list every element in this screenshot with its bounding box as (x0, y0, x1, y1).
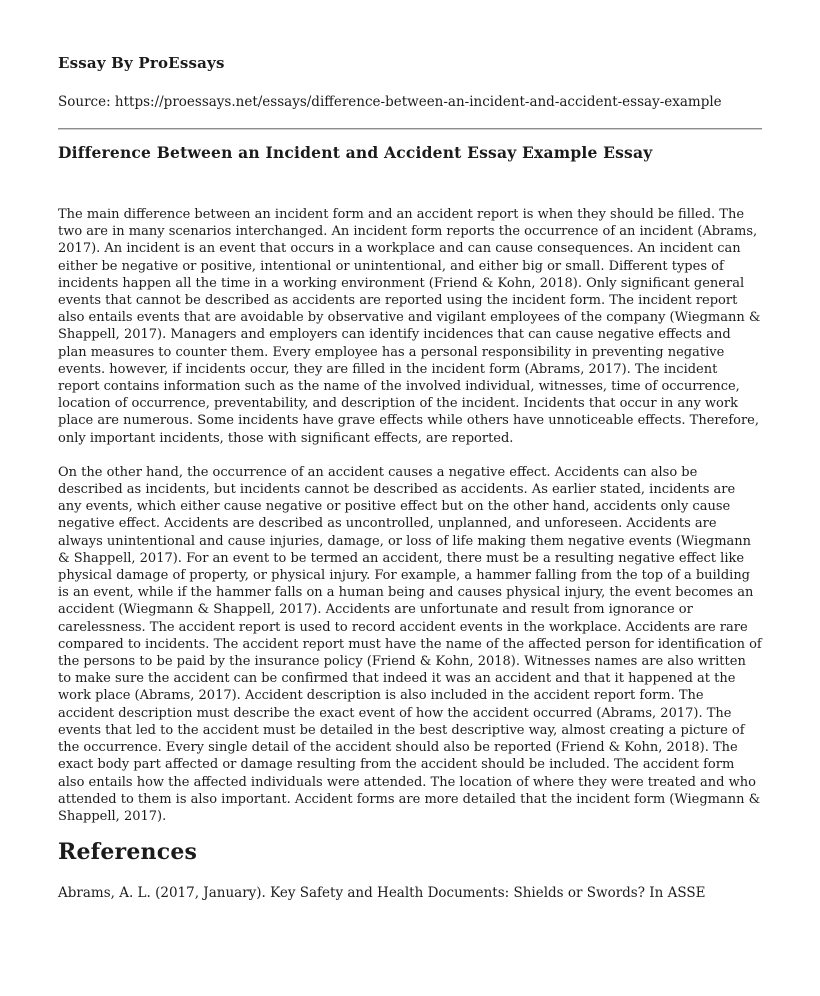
source-url: https://proessays.net/essays/difference-between-an-incident-and-accident-essay-example (114, 94, 722, 110)
references-heading: References (58, 839, 198, 866)
byline: Essay By ProEssays (58, 54, 225, 72)
source-line (58, 94, 762, 110)
source-label: Source: (58, 94, 115, 110)
essay-paragraph-1: The main difference between an incident form and an accident report is when they should be filled. The two are in many scenarios interchanged. An incident form reports the occurrence of an incident (Abrams, 2017). An incident is an event that occurs in a workplace and can cause consequences. An incident can either be negative or positive, intentional or unintentional, and either big or small. Different types of incidents happen all the time in a working environment (Friend & Kohn, 2018). Only significant general events that cannot be described as accidents are reported using the incident form. The incident report also entails events that are avoidable by observative and vigilant employees of the company (Wiegmann & Shappell, 2017). Managers and employers can identify incidences that can cause negative effects and plan measures to counter them. Every employee has a personal responsibility in preventing negative events. however, if incidents occur, they are filled in the incident form (Abrams, 2017). The incident report contains information such as the name of the involved individual, witnesses, time of occurrence, location of occurrence, preventability, and description of the incident. Incidents that occur in any work place are numerous. Some incidents have grave effects while others have unnoticeable effects. Therefore, only important incidents, those with significant effects, are reported. (58, 207, 761, 446)
document-title: Difference Between an Incident and Accident Essay Example Essay (58, 143, 653, 162)
essay-paragraph-2: On the other hand, the occurrence of an accident causes a negative effect. Accidents can also be described as incidents, but incidents cannot be described as accidents. As earlier stated, incidents are any events, which either cause negative or positive effect but on the other hand, accidents only cause negative effect. Accidents are described as uncontrolled, unplanned, and unforeseen. Accidents are always unintentional and cause injuries, damage, or loss of life making them negative events (Wiegmann & Shappell, 2017). For an event to be termed an accident, there must be a resulting negative effect like physical damage of property, or physical injury. For example, a hammer falling from the top of a building is an event, while if the hammer falls on a human being and causes physical injury, the event becomes an accident (Wiegmann & Shappell, 2017). Accidents are unfortunate and result from ignorance or carelessness. The accident report is used to record accident events in the workplace. Accidents are rare compared to incidents. The accident report must have the name of the affected person for identification of the persons to be paid by the insurance policy (Friend & Kohn, 2018). Witnesses names are also written to make sure the accident can be confirmed that indeed it was an accident and that it happened at the work place (Abrams, 2017). Accident description is also included in the accident report form. The accident description must describe the exact event of how the accident occurred (Abrams, 2017). The events that led to the accident must be detailed in the best descriptive way, almost creating a picture of the occurrence. Every single detail of the accident should also be reported (Friend & Kohn, 2018). The exact body part affected or damage resulting from the accident should be included. The accident form also entails how the affected individuals were attended. The location of where they were treated and who attended to them is also important. Accident forms are more detailed that the incident form (Wiegmann & Shappell, 2017). (58, 464, 762, 824)
reference-entry: Abrams, A. L. (2017, January). Key Safety and Health Documents: Shields or Swords? In ASSE (58, 885, 706, 902)
divider (58, 128, 762, 130)
